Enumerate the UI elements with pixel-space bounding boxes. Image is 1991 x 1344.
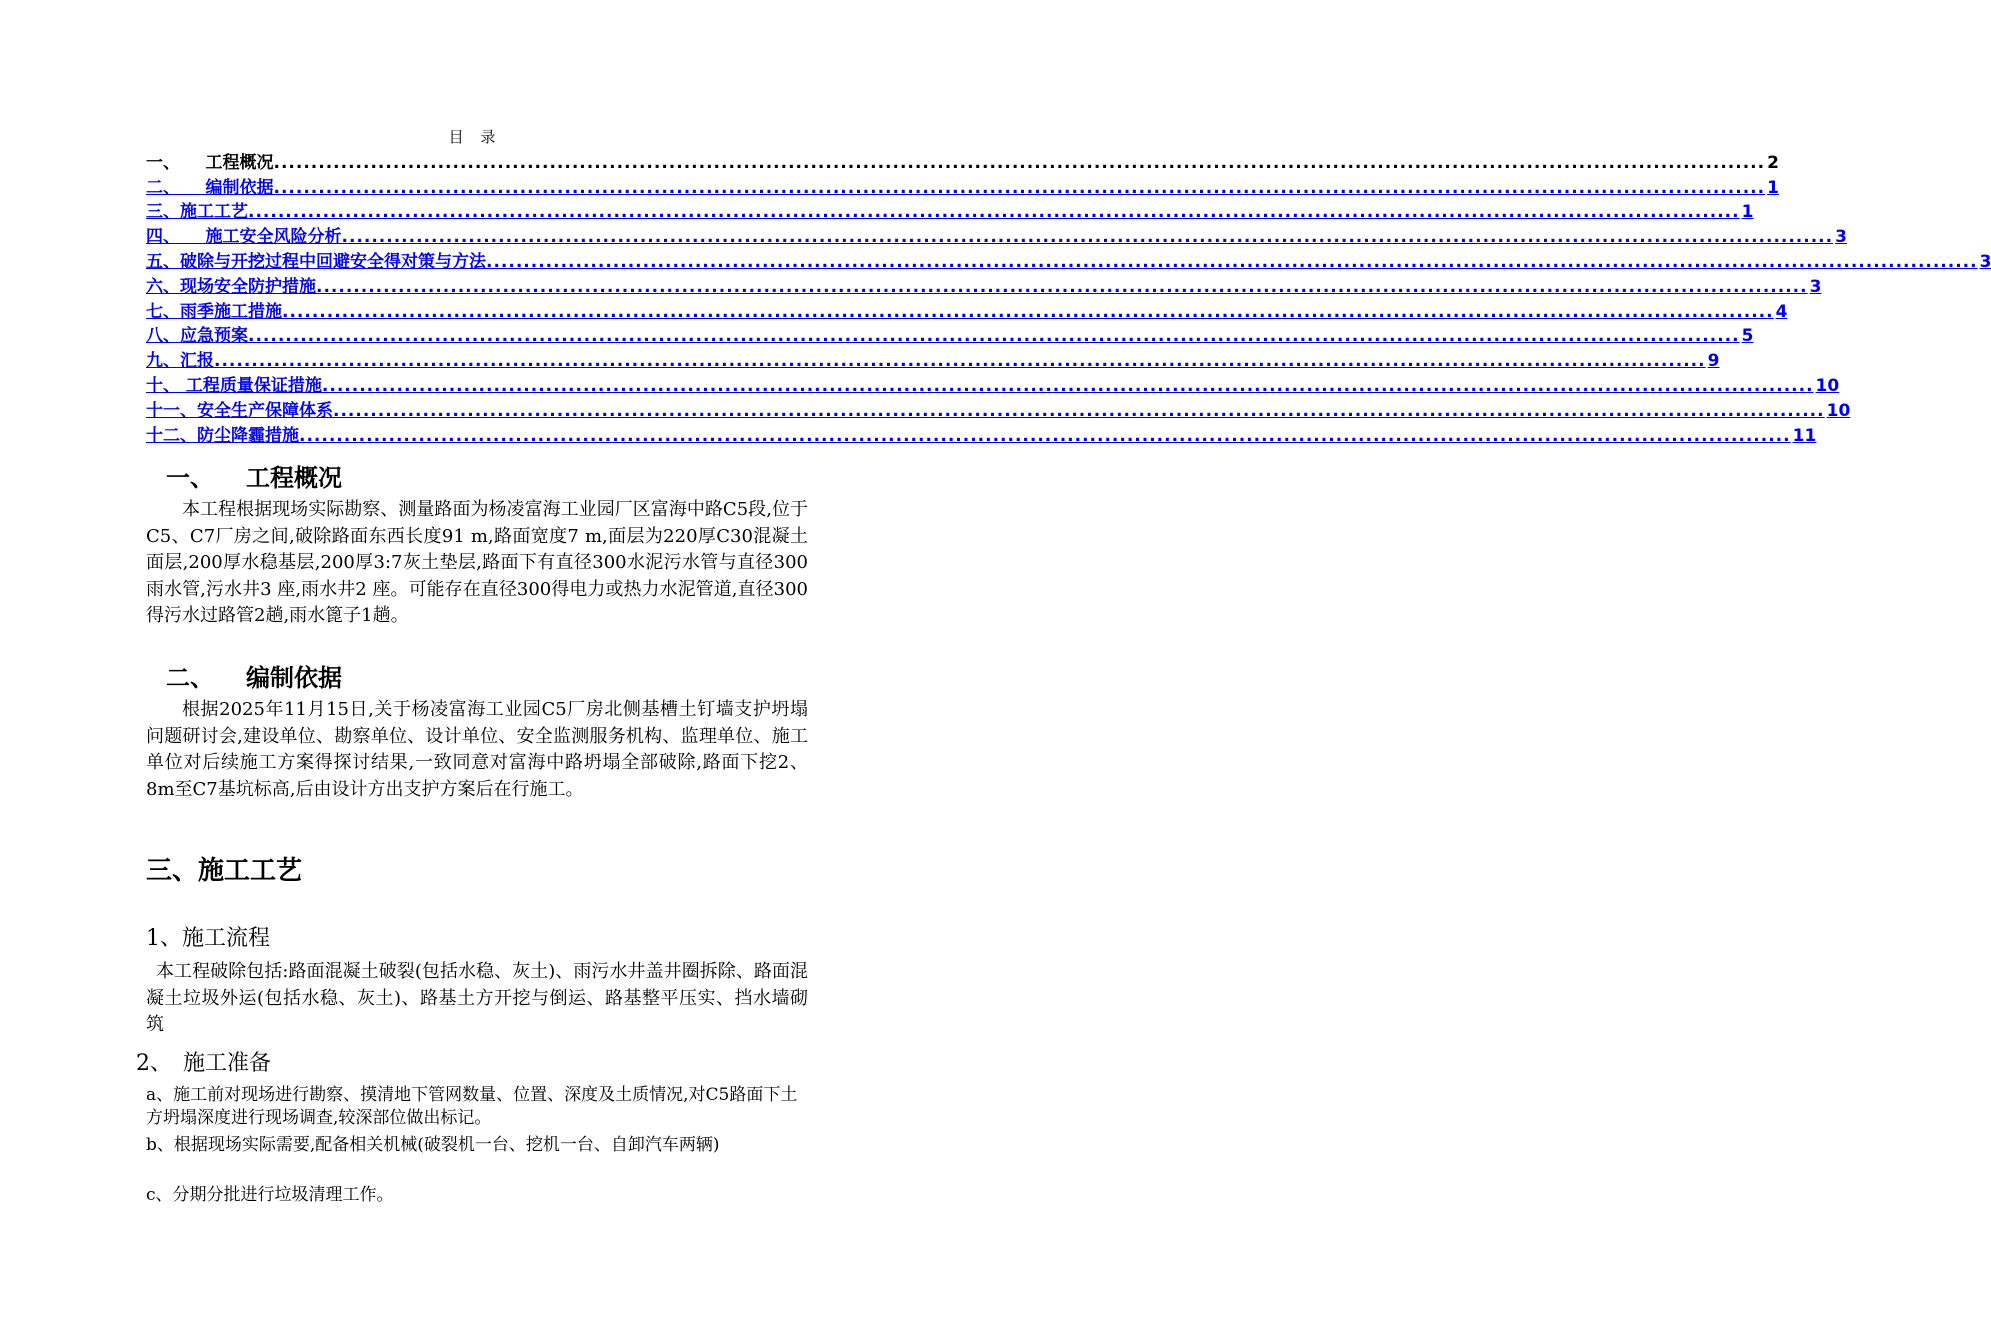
toc-entry[interactable] bbox=[146, 247, 1991, 272]
toc-entry-page: 3 bbox=[1809, 276, 1822, 297]
section-3-sub2-title: 2、 施工准备 bbox=[136, 1051, 271, 1076]
toc-entry-label: 四、 施工安全风险分析 bbox=[146, 227, 342, 248]
toc-entry-page: 2 bbox=[1767, 152, 1779, 173]
toc-leader-dots: ........................................................................................................................................................................................................ bbox=[214, 351, 1706, 372]
toc-entry-page: 10 bbox=[1815, 375, 1840, 396]
table-of-contents bbox=[146, 148, 1991, 446]
section-1-title: 工程概况 bbox=[246, 464, 342, 492]
toc-entry[interactable] bbox=[146, 421, 1817, 446]
toc-title: 目 录 bbox=[448, 128, 502, 146]
toc-entry-label: 三、施工工艺 bbox=[146, 202, 248, 223]
toc-leader-dots: ........................................................................................................................................................................................................ bbox=[248, 326, 1740, 347]
toc-entry-page: 1 bbox=[1767, 177, 1779, 198]
toc-entry[interactable] bbox=[146, 322, 1754, 347]
toc-leader-dots: ........................................................................................................................................................................................................ bbox=[333, 400, 1825, 421]
toc-entry-page: 3 bbox=[1979, 251, 1991, 272]
toc-entry-page: 11 bbox=[1792, 425, 1817, 446]
toc-leader-dots: ........................................................................................................................................................................................................ bbox=[299, 425, 1791, 446]
toc-entry-page: 10 bbox=[1826, 400, 1851, 421]
toc-leader-dots: ........................................................................................................................................................................................................ bbox=[273, 177, 1766, 198]
section-1-number: 一、 bbox=[166, 464, 214, 492]
toc-leader-dots: ........................................................................................................................................................................................................ bbox=[486, 251, 1978, 272]
toc-entry[interactable] bbox=[146, 173, 1779, 198]
prep-item-c: c、分期分批进行垃圾清理工作。 bbox=[146, 1185, 394, 1205]
toc-leader-dots: ........................................................................................................................................................................................................ bbox=[282, 301, 1774, 322]
toc-entry-label: 六、现场安全防护措施 bbox=[146, 276, 316, 297]
toc-leader-dots: ........................................................................................................................................................................................................ bbox=[316, 276, 1808, 297]
toc-entry-page: 9 bbox=[1707, 351, 1720, 372]
toc-leader-dots: ........................................................................................................................................................................................................ bbox=[248, 202, 1740, 223]
section-1-body: 本工程根据现场实际勘察、测量路面为杨凌富海工业园厂区富海中路C5段,位于C5、C7厂房之间,破除路面东西长度91 m,路面宽度7 m,面层为220厚C30混凝土面层,200厚水稳基层,200厚3:7灰土垫层,路面下有直径300水泥污水管与直径300雨水管,污水井3 座,雨水井2 座。可能存在直径300得电力或热力水泥管道,直径300得污水过路管2趟,雨水篦子1趟。 bbox=[146, 499, 808, 626]
prep-item-a: a、施工前对现场进行勘察、摸清地下管网数量、位置、深度及土质情况,对C5路面下土方坍塌深度进行现场调查,较深部位做出标记。 bbox=[146, 1085, 798, 1128]
toc-entry[interactable] bbox=[146, 272, 1822, 297]
section-3-sub1-title: 1、施工流程 bbox=[146, 926, 270, 951]
toc-entry-label: 七、雨季施工措施 bbox=[146, 301, 282, 322]
toc-entry bbox=[146, 148, 1779, 173]
toc-entry-page: 3 bbox=[1835, 227, 1847, 248]
section-3-title: 三、施工工艺 bbox=[146, 856, 303, 886]
prep-item-b: b、根据现场实际需要,配备相关机械(破裂机一台、挖机一台、自卸汽车两辆) bbox=[146, 1135, 720, 1155]
toc-entry[interactable] bbox=[146, 198, 1754, 223]
toc-entry-label: 十一、安全生产保障体系 bbox=[146, 400, 333, 421]
toc-entry-label: 八、应急预案 bbox=[146, 326, 248, 347]
toc-entry-label: 十二、防尘降霾措施 bbox=[146, 425, 299, 446]
toc-entry[interactable] bbox=[146, 396, 1851, 421]
toc-leader-dots: ........................................................................................................................................................................................................ bbox=[273, 152, 1766, 173]
toc-leader-dots: ........................................................................................................................................................................................................ bbox=[341, 227, 1834, 248]
section-2-number: 二、 bbox=[166, 664, 214, 692]
toc-entry[interactable] bbox=[146, 371, 1840, 396]
toc-entry-label: 二、 编制依据 bbox=[146, 177, 274, 198]
toc-entry-label: 九、汇报 bbox=[146, 351, 214, 372]
toc-entry-page: 5 bbox=[1741, 326, 1754, 347]
toc-entry-label: 十、 工程质量保证措施 bbox=[146, 375, 322, 396]
toc-entry[interactable] bbox=[146, 346, 1720, 372]
section-2-title: 编制依据 bbox=[246, 664, 342, 692]
toc-entry-label: 一、 工程概况 bbox=[146, 152, 274, 173]
toc-entry-label: 五、破除与开挖过程中回避安全得对策与方法 bbox=[146, 251, 486, 272]
toc-entry[interactable] bbox=[146, 297, 1788, 322]
section-3-sub1-body: 本工程破除包括:路面混凝土破裂(包括水稳、灰土)、雨污水井盖井圈拆除、路面混凝土垃圾外运(包括水稳、灰土)、路基土方开挖与倒运、路基整平压实、挡水墙砌筑 bbox=[146, 961, 808, 1035]
toc-entry-page: 1 bbox=[1741, 202, 1754, 223]
toc-entry[interactable] bbox=[146, 222, 1847, 248]
toc-leader-dots: ........................................................................................................................................................................................................ bbox=[321, 375, 1814, 396]
toc-entry-page: 4 bbox=[1775, 301, 1788, 322]
section-2-body: 根据2025年11月15日,关于杨凌富海工业园C5厂房北侧基槽土钉墙支护坍塌问题研讨会,建设单位、勘察单位、设计单位、安全监测服务机构、监理单位、施工单位对后续施工方案得探讨结果,一致同意对富海中路坍塌全部破除,路面下挖2、8m至C7基坑标高,后由设计方出支护方案后在行施工。 bbox=[146, 699, 808, 800]
